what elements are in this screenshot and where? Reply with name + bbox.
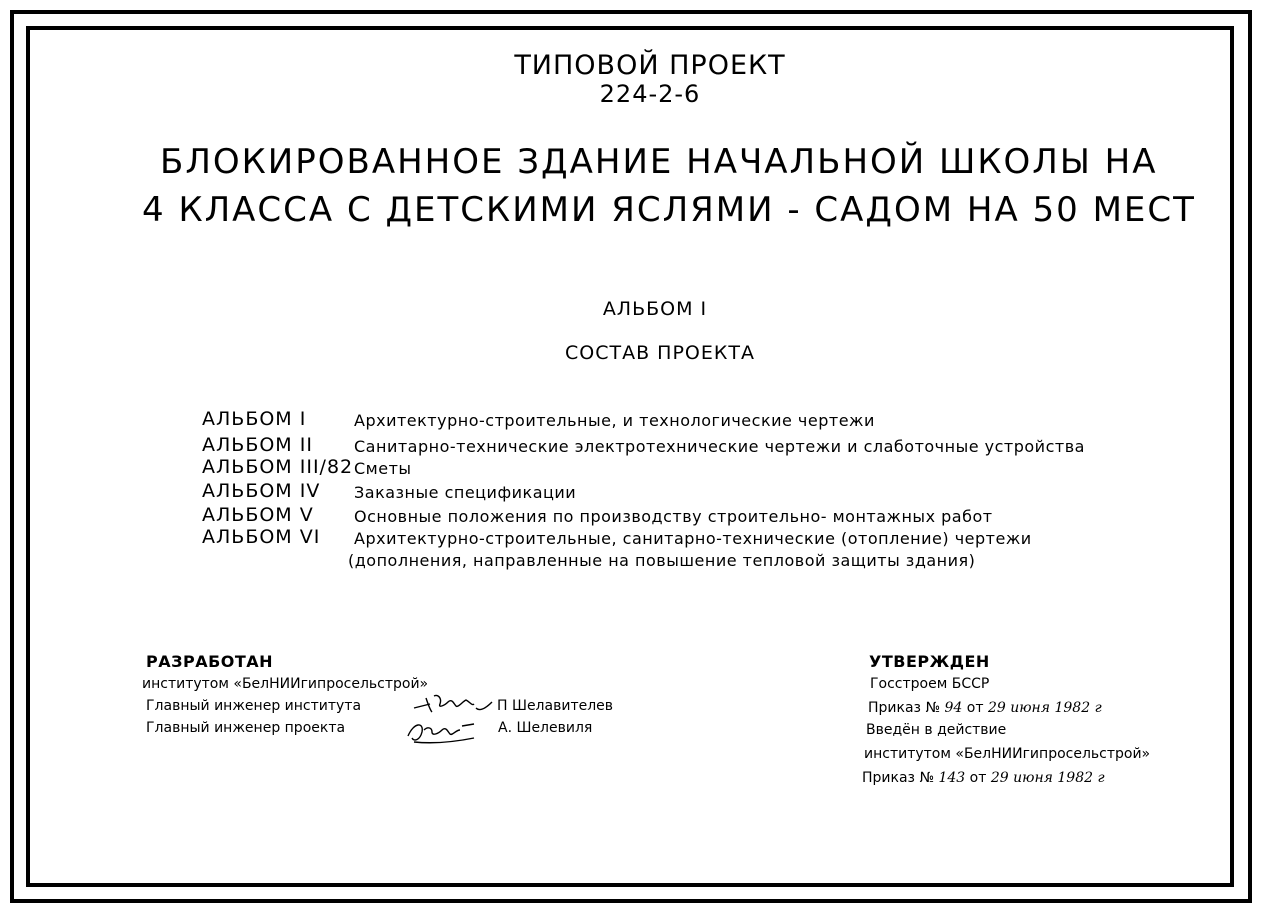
album-name: АЛЬБОМ III/82 xyxy=(202,456,354,478)
album-desc: Сметы xyxy=(354,459,412,478)
order-2-from: от xyxy=(969,770,987,786)
developed-heading: РАЗРАБОТАН xyxy=(146,652,274,671)
album-name: АЛЬБОМ II xyxy=(202,434,313,456)
order-1 xyxy=(868,700,1102,716)
album-desc: Архитектурно-строительные, и технологические чертежи xyxy=(354,411,875,430)
project-engineer-name: А. Шелевиля xyxy=(498,720,593,736)
album-desc: Архитектурно-строительные, санитарно-технические (отопление) чертежи xyxy=(354,529,1032,548)
order-1-number: 94 xyxy=(944,700,963,716)
enacted-label: Введён в действие xyxy=(866,722,1007,738)
developer-institute: институтом «БелНИИгипросельстрой» xyxy=(142,676,429,692)
order-2 xyxy=(862,770,1105,786)
album-desc-continuation: (дополнения, направленные на повышение тепловой защиты здания) xyxy=(348,551,976,570)
album-name: АЛЬБОМ IV xyxy=(202,480,321,502)
project-engineer-label: Главный инженер проекта xyxy=(146,720,346,736)
title-line-1: БЛОКИРОВАННОЕ ЗДАНИЕ НАЧАЛЬНОЙ ШКОЛЫ НА xyxy=(160,142,1158,182)
order-2-date: 29 июня 1982 г xyxy=(990,770,1105,786)
project-type: ТИПОВОЙ ПРОЕКТ xyxy=(514,50,786,81)
album-heading: АЛЬБОМ I xyxy=(602,298,708,320)
album-desc: Основные положения по производству строительно- монтажных работ xyxy=(354,507,993,526)
album-desc: Санитарно-технические электротехнические чертежи и слаботочные устройства xyxy=(354,437,1085,456)
approved-heading: УТВЕРЖДЕН xyxy=(869,652,990,671)
chief-engineer-name: П Шелавителев xyxy=(497,698,614,714)
project-number: 224-2-6 xyxy=(599,80,701,108)
contents-heading: СОСТАВ ПРОЕКТА xyxy=(565,342,755,364)
order-1-prefix: Приказ № xyxy=(868,700,941,716)
album-name: АЛЬБОМ V xyxy=(202,504,314,526)
chief-engineer-signature xyxy=(412,690,494,716)
chief-engineer-label: Главный инженер института xyxy=(146,698,362,714)
enacted-by: институтом «БелНИИгипросельстрой» xyxy=(864,746,1151,762)
order-2-number: 143 xyxy=(938,770,966,786)
album-desc: Заказные спецификации xyxy=(354,483,577,502)
album-name: АЛЬБОМ I xyxy=(202,408,307,430)
order-1-from: от xyxy=(966,700,984,716)
title-line-2: 4 КЛАССА С ДЕТСКИМИ ЯСЛЯМИ - САДОМ НА 50 МЕСТ xyxy=(142,190,1196,230)
order-2-prefix: Приказ № xyxy=(862,770,935,786)
order-1-date: 29 июня 1982 г xyxy=(987,700,1102,716)
project-engineer-signature xyxy=(404,716,494,746)
approved-by: Госстроем БССР xyxy=(870,676,990,692)
album-name: АЛЬБОМ VI xyxy=(202,526,321,548)
